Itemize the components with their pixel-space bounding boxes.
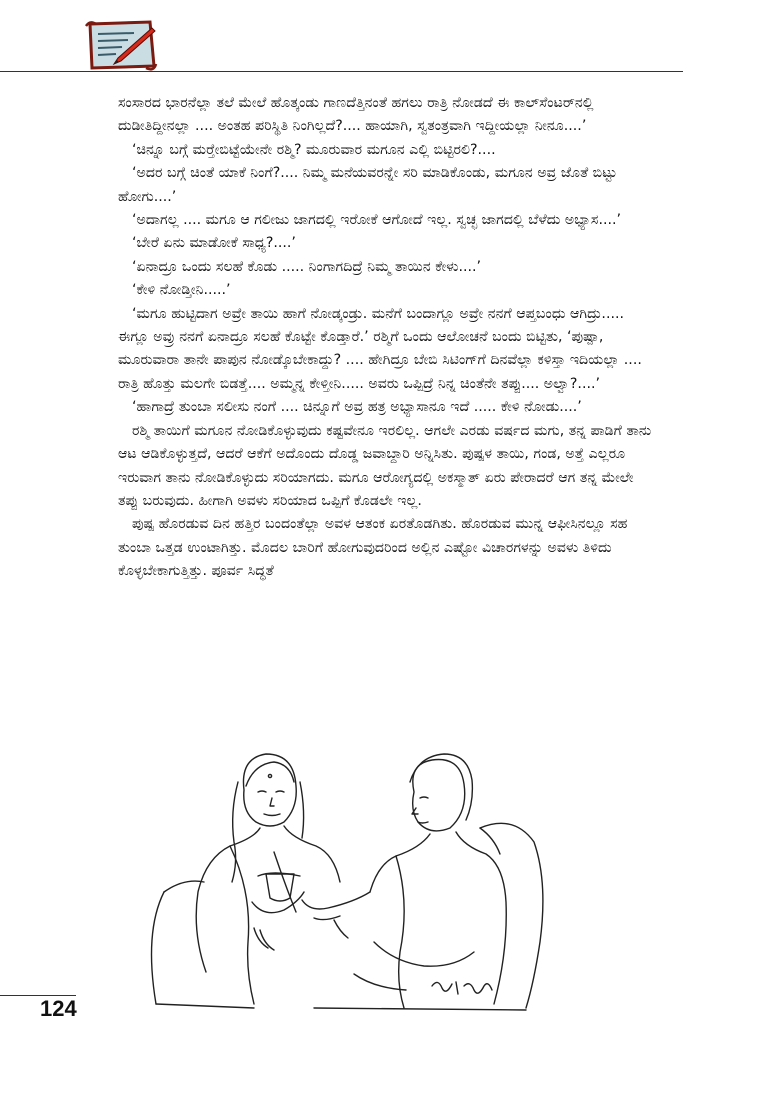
body-text <box>118 92 658 584</box>
paragraph: ‘ಏನಾದ್ರೂ ಒಂದು ಸಲಹೆ ಕೊಡು ..... ನಿಂಗಾಗದಿದ್ರೆ ನಿಮ್ಮ ತಾಯಿನ ಕೇಳು....’ <box>132 258 482 275</box>
page-number: 124 <box>40 996 77 1021</box>
paragraph: ಸಂಸಾರದ ಭಾರನೆಲ್ಲಾ ತಲೆ ಮೇಲೆ ಹೊತ್ಕಂಡು ಗಾಣದೆತ್ತಿನಂತೆ ಹಗಲು ರಾತ್ರಿ ನೋಡದೆ ಈ ಕಾಲ್‌ಸೆಂಟರ್‌ನಲ್ಲಿ ದುಡೀತಿದ್ದೀನಲ್ಲಾ .... ಅಂತಹ ಪರಿಸ್ಥಿತಿ ನಿಂಗಿಲ್ಲದೆ?.... ಹಾಯಾಗಿ, ಸ್ವತಂತ್ರವಾಗಿ ಇದ್ದೀಯಲ್ಲಾ ನೀನೂ....’ <box>118 95 594 135</box>
paper-and-pen-logo-icon <box>84 18 158 72</box>
paragraph: ‘ಅದರ ಬಗ್ಗೆ ಚಿಂತೆ ಯಾಕೆ ನಿಂಗೆ?.... ನಿಮ್ಮ ಮನೆಯವರನ್ನೇ ಸರಿ ಮಾಡಿಕೊಂಡು, ಮಗೂನ ಅವ್ರ ಜೊತೆ ಬಿಟ್ಟು ಹೋಗು....’ <box>118 165 617 205</box>
two-women-conversing-sketch-icon <box>134 742 554 1014</box>
paragraph: ‘ಮಗೂ ಹುಟ್ಟಿದಾಗ ಅವ್ರೇ ತಾಯಿ ಹಾಗೆ ನೋಡ್ಕಂಡ್ರು. ಮನೆಗೆ ಬಂದಾಗ್ಲೂ ಅವ್ರೇ ನನಗೆ ಆಪ್ತಬಂಧು ಆಗಿದ್ರು..... ಈಗ್ಲೂ ಅವ್ರು ನನಗೆ ಏನಾದ್ರೂ ಸಲಹೆ ಕೊಟ್ಟೇ ಕೊಡ್ತಾರೆ.’ ರಶ್ಮಿಗೆ ಒಂದು ಆಲೋಚನೆ ಬಂದು ಬಿಟ್ಟಿತು, ‘ಪುಷ್ಪಾ, ಮೂರುವಾರಾ ತಾನೇ ಪಾಪುನ ನೋಡ್ಕೊಬೇಕಾದ್ದು? .... ಹೇಗಿದ್ರೂ ಬೇಬಿ ಸಿಟಿಂಗ್‌ಗೆ ದಿನವೆಲ್ಲಾ ಕಳಿಸ್ತಾ ಇದಿಯಲ್ಲಾ .... ರಾತ್ರಿ ಹೊತ್ತು ಮಲಗೇ ಬಿಡತ್ತೆ.... ಅಮ್ಮನ್ನ ಕೇಳ್ತೀನಿ..... ಅವರು ಒಪ್ಪಿದ್ರೆ ನಿನ್ನ ಚಿಂತೆನೇ ತಪ್ಪು.... ಅಲ್ವಾ?....’ <box>118 305 642 392</box>
paragraph: ಪುಷ್ಪ ಹೊರಡುವ ದಿನ ಹತ್ತಿರ ಬಂದಂತೆಲ್ಲಾ ಅವಳ ಆತಂಕ ಏರತೊಡಗಿತು. ಹೊರಡುವ ಮುನ್ನ ಆಫೀಸಿನಲ್ಲೂ ಸಹ ತುಂಬಾ ಒತ್ತಡ ಉಂಟಾಗಿತ್ತು. ಮೊದಲ ಬಾರಿಗೆ ಹೋಗುವುದರಿಂದ ಅಲ್ಲಿನ ಎಷ್ಟೋ ವಿಚಾರಗಳನ್ನು ಅವಳು ತಿಳಿದು ಕೊಳ್ಳಬೇಕಾಗುತ್ತಿತ್ತು. ಪೂರ್ವ ಸಿದ್ಧತೆ <box>118 516 628 580</box>
paragraph: ರಶ್ಮಿ ತಾಯಿಗೆ ಮಗೂನ ನೋಡಿಕೊಳ್ಳುವುದು ಕಷ್ಟವೇನೂ ಇರಲಿಲ್ಲ. ಆಗಲೇ ಎರಡು ವರ್ಷದ ಮಗು, ತನ್ನ ಪಾಡಿಗೆ ತಾನು ಆಟ ಆಡಿಕೊಳ್ಳುತ್ತದೆ, ಆದರೆ ಆಕೆಗೆ ಅದೊಂದು ದೊಡ್ಡ ಜವಾಬ್ದಾರಿ ಅನ್ನಿಸಿತು. ಪುಷ್ಪಳ ತಾಯಿ, ಗಂಡ, ಅತ್ತೆ ಎಲ್ಲರೂ ಇರುವಾಗ ತಾನು ನೋಡಿಕೊಳ್ಳುದು ಸರಿಯಾಗದು. ಮಗೂ ಆರೋಗ್ಯದಲ್ಲಿ ಅಕಸ್ಮಾತ್ ಏರು ಪೇರಾದರೆ ಆಗ ತನ್ನ ಮೇಲೇ ತಪ್ಪು ಬರುವುದು. ಹೀಗಾಗಿ ಅವಳು ಸರಿಯಾದ ಒಪ್ಪಿಗೆ ಕೊಡಲೇ ಇಲ್ಲ. <box>118 422 652 509</box>
paragraph: ‘ಕೇಳಿ ನೋಡ್ತೀನಿ.....’ <box>132 282 231 299</box>
paragraph: ‘ಹಾಗಾದ್ರೆ ತುಂಬಾ ಸಲೀಸು ನಂಗೆ .... ಚಿನ್ನೂಗೆ ಅವ್ರ ಹತ್ರ ಅಭ್ಯಾಸಾನೂ ಇದೆ ..... ಕೇಳಿ ನೋಡು....’ <box>132 399 582 416</box>
paragraph: ‘ಅದಾಗಲ್ಲ .... ಮಗೂ ಆ ಗಲೀಜು ಜಾಗದಲ್ಲಿ ಇರೋಕೆ ಆಗೋದೆ ಇಲ್ಲ. ಸ್ವಚ್ಛ ಜಾಗದಲ್ಲಿ ಬೆಳೆದು ಅಭ್ಯಾಸ....’ <box>132 212 622 229</box>
header-rule <box>0 71 683 72</box>
paragraph: ‘ಬೇರೆ ಏನು ಮಾಡೋಕೆ ಸಾಧ್ಯ?....’ <box>132 235 296 252</box>
paragraph: ‘ಚಿನ್ನೂ ಬಗ್ಗೆ ಮರ್‍ತೇಬಿಟ್ಟೆಯೇನೇ ರಶ್ಮಿ? ಮೂರುವಾರ ಮಗೂನ ಎಲ್ಲಿ ಬಿಟ್ಟಿರಲಿ?.... <box>132 141 496 158</box>
